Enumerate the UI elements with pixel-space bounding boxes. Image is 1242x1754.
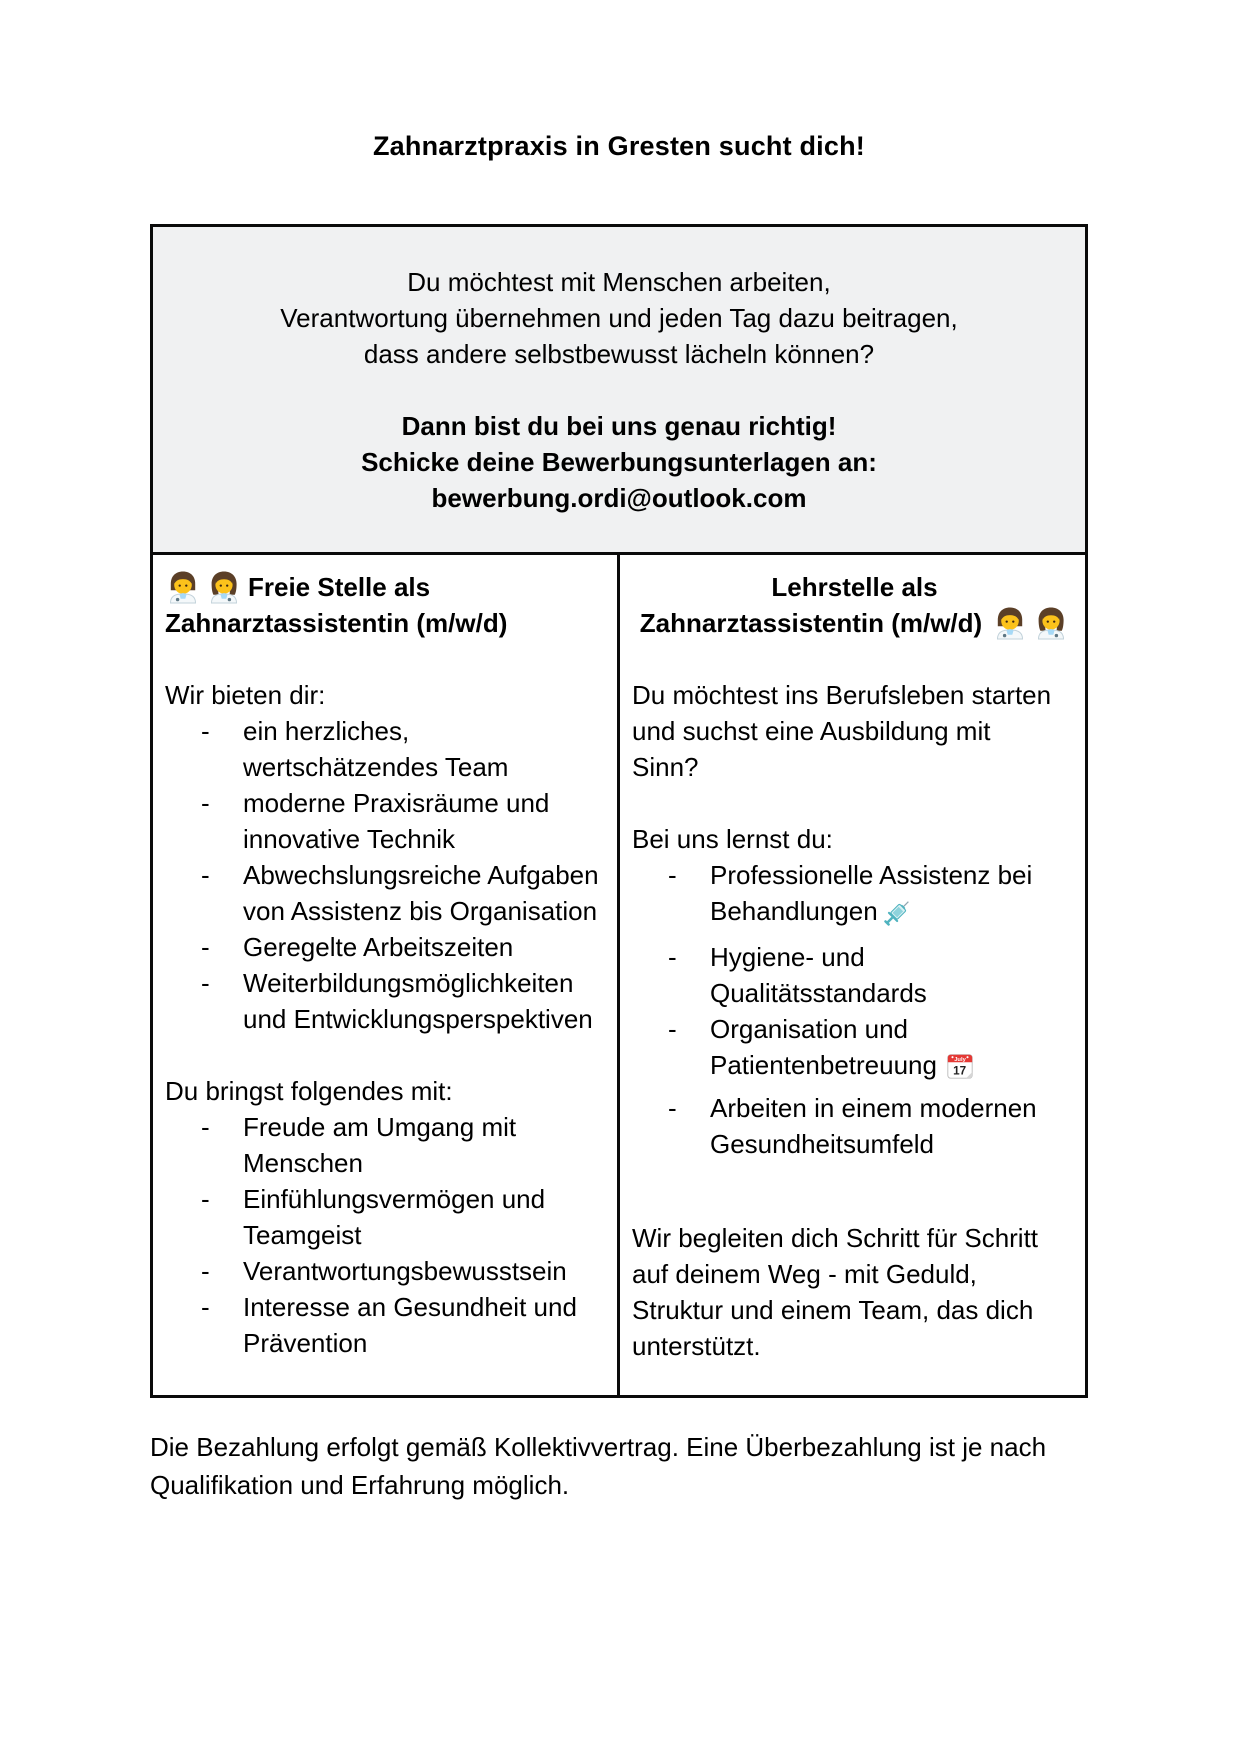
job-column: [153, 555, 620, 1395]
learn-list: [632, 857, 1057, 1162]
intro-text: [161, 264, 1077, 372]
apprenticeship-closing: Wir begleiten dich Schritt für Schritt auf deinem Weg - mit Geduld, Struktur und einem Team, das dich unterstützt.: [632, 1223, 1039, 1361]
intro-line-3: dass andere selbstbewusst lächeln können?: [363, 339, 875, 369]
list-item: - Interesse an Gesundheit und Prävention: [201, 1292, 577, 1358]
list-item: - Freude am Umgang mit Menschen: [201, 1112, 517, 1178]
health-worker-icons: [992, 608, 1069, 638]
woman-health-worker-icon: [206, 569, 242, 605]
svg-text:17: 17: [953, 1064, 967, 1078]
list-item: - ein herzliches, wertschätzendes Team: [201, 716, 509, 782]
apprenticeship-title-line-1: Lehrstelle als: [771, 572, 938, 602]
learn-heading: Bei uns lernst du:: [632, 824, 833, 854]
payment-note: Die Bezahlung erfolgt gemäß Kollektivvertrag. Eine Überbezahlung ist je nach Qualifikation und Erfahrung möglich.: [150, 1432, 1047, 1500]
man-health-worker-icon: [992, 605, 1028, 641]
health-worker-icons: [165, 572, 242, 602]
intro-cta: [161, 408, 1077, 516]
syringe-icon: [880, 896, 914, 939]
intro-box: [153, 227, 1085, 555]
list-item: - Einfühlungsvermögen und Teamgeist: [201, 1184, 546, 1250]
list-item: - Abwechslungsreiche Aufgaben von Assistenz bis Organisation: [201, 860, 599, 926]
apprenticeship-intro: Du möchtest ins Berufsleben starten und suchst eine Ausbildung mit Sinn?: [632, 680, 1052, 782]
apprenticeship-title-line-2: Zahnarztassistentin (m/w/d): [639, 608, 983, 638]
apprenticeship-column: [620, 555, 1085, 1395]
bring-heading: Du bringst folgendes mit:: [165, 1076, 453, 1106]
cta-line-2: Schicke deine Bewerbungsunterlagen an:: [361, 447, 877, 477]
list-item: - Weiterbildungsmöglichkeiten und Entwicklungsperspektiven: [201, 968, 593, 1034]
man-health-worker-icon: [165, 569, 201, 605]
offer-heading: Wir bieten dir:: [165, 680, 326, 710]
list-item: - Verantwortungsbewusstsein: [201, 1256, 567, 1286]
apprenticeship-column-title: [628, 569, 1081, 641]
list-item: - Organisation und Patientenbetreuung July 17: [632, 1011, 1057, 1090]
job-title-line-1: Freie Stelle als: [248, 572, 431, 602]
application-email: bewerbung.ordi@outlook.com: [431, 483, 807, 513]
offer-list: [165, 713, 609, 1037]
flyer-table: [150, 224, 1088, 1398]
list-item: - Arbeiten in einem modernen Gesundheitsumfeld: [668, 1093, 1037, 1159]
list-item: - Geregelte Arbeitszeiten: [201, 932, 514, 962]
intro-line-2: Verantwortung übernehmen und jeden Tag dazu beitragen,: [280, 303, 958, 333]
columns-row: [153, 555, 1085, 1395]
woman-health-worker-icon: [1033, 605, 1069, 641]
job-title-line-2: Zahnarztassistentin (m/w/d): [165, 608, 508, 638]
list-item: - moderne Praxisräume und innovative Technik: [201, 788, 550, 854]
page-title: Zahnarztpraxis in Gresten sucht dich!: [372, 131, 865, 161]
list-item: - Hygiene- und Qualitätsstandards: [668, 942, 927, 1008]
bring-list: [165, 1109, 609, 1361]
cta-line-1: Dann bist du bei uns genau richtig!: [401, 411, 837, 441]
job-column-title: [165, 569, 609, 641]
intro-line-1: Du möchtest mit Menschen arbeiten,: [407, 267, 831, 297]
calendar-july-17-icon: [945, 1051, 975, 1090]
list-item: - Professionelle Assistenz bei Behandlungen: [632, 857, 1057, 939]
svg-text:July: July: [954, 1056, 966, 1063]
